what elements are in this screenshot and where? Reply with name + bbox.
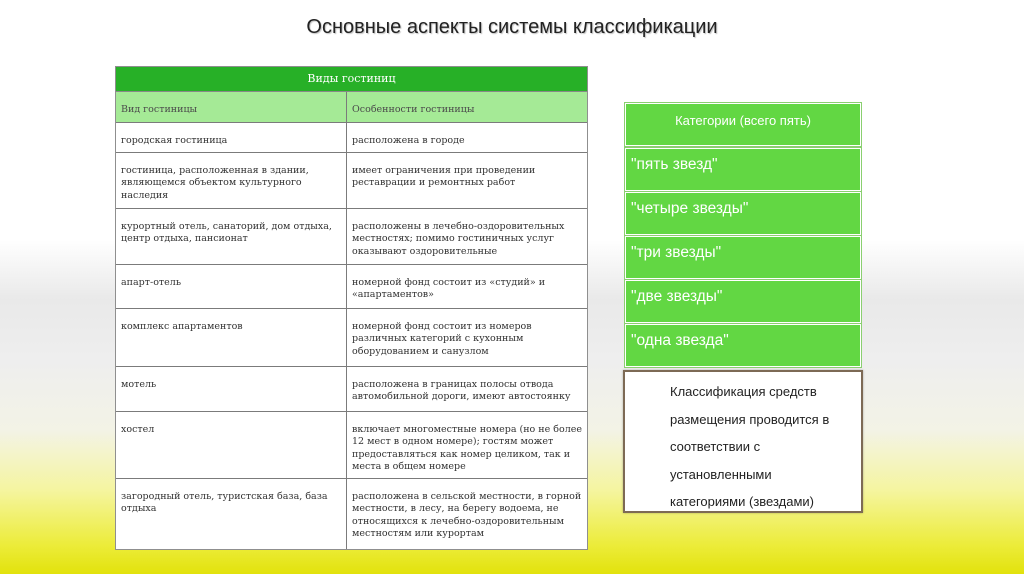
category-one-star: "одна звезда"	[625, 324, 861, 367]
note-line: размещения проводится в	[670, 411, 830, 427]
hotel-type: курортный отель, санаторий, дом отдыха, центр отдыха, пансионат	[116, 209, 347, 264]
category-four-stars: "четыре звезды"	[625, 192, 861, 235]
hotel-features: номерной фонд состоит из «студий» и «апартаментов»	[352, 277, 546, 301]
category-two-stars: "две звезды"	[625, 280, 861, 323]
note-line: установленными	[670, 466, 772, 482]
hotel-types-table	[115, 66, 588, 550]
hotel-type: апарт-отель	[116, 265, 347, 308]
table-row	[116, 412, 587, 479]
slide-title: Основные аспекты системы классификации	[306, 16, 718, 38]
table-header-row	[116, 92, 587, 123]
hotel-type: мотель	[116, 367, 347, 411]
hotel-features: имеет ограничения при проведении реставрации и ремонтных работ	[352, 165, 536, 189]
table-row	[116, 367, 587, 412]
note-line: Классификация средств	[670, 384, 817, 399]
note-line: категориями (звездами)	[670, 494, 814, 509]
table-row	[116, 309, 587, 367]
category-three-stars: "три звезды"	[625, 236, 861, 279]
hotel-type: хостел	[116, 412, 347, 478]
hotel-type: гостиница, расположенная в здании, являющемся объектом культурного наследия	[116, 153, 347, 208]
classification-note	[623, 370, 863, 513]
table-row	[116, 265, 587, 309]
column-header-type: Вид гостиницы	[116, 92, 347, 122]
hotel-features: расположены в лечебно-оздоровительных местностях; помимо гостиничных услуг оказывают оздоровительные	[352, 221, 565, 257]
hotel-type: городская гостиница	[116, 123, 347, 152]
table-caption: Виды гостиниц	[116, 67, 587, 92]
note-line: соответствии с	[670, 439, 761, 454]
hotel-features: расположена в городе	[352, 135, 465, 146]
hotel-features: номерной фонд состоит из номеров различных категорий с кухонным оборудованием и санузлом	[352, 321, 532, 357]
table-row	[116, 153, 587, 209]
hotel-features: включает многоместные номера (но не более 12 мест в одном номере); гостям может предоставляться как номер целиком, так и места в общем номере	[352, 424, 582, 472]
table-row	[116, 209, 587, 265]
table-row	[116, 479, 587, 549]
table-row	[116, 123, 587, 153]
column-header-features: Особенности гостиницы	[352, 104, 475, 115]
categories-heading: Категории (всего пять)	[625, 103, 861, 146]
category-five-stars: "пять звезд"	[625, 148, 861, 191]
hotel-features: расположена в сельской местности, в горной местности, в лесу, на берегу водоема, не относящихся к лечебно-оздоровительным местностям или курортам	[352, 491, 582, 539]
hotel-type: загородный отель, туристская база, база отдыха	[116, 479, 347, 549]
hotel-type: комплекс апартаментов	[116, 309, 347, 366]
hotel-features: расположена в границах полосы отвода автомобильной дороги, имеют автостоянку	[352, 379, 571, 403]
